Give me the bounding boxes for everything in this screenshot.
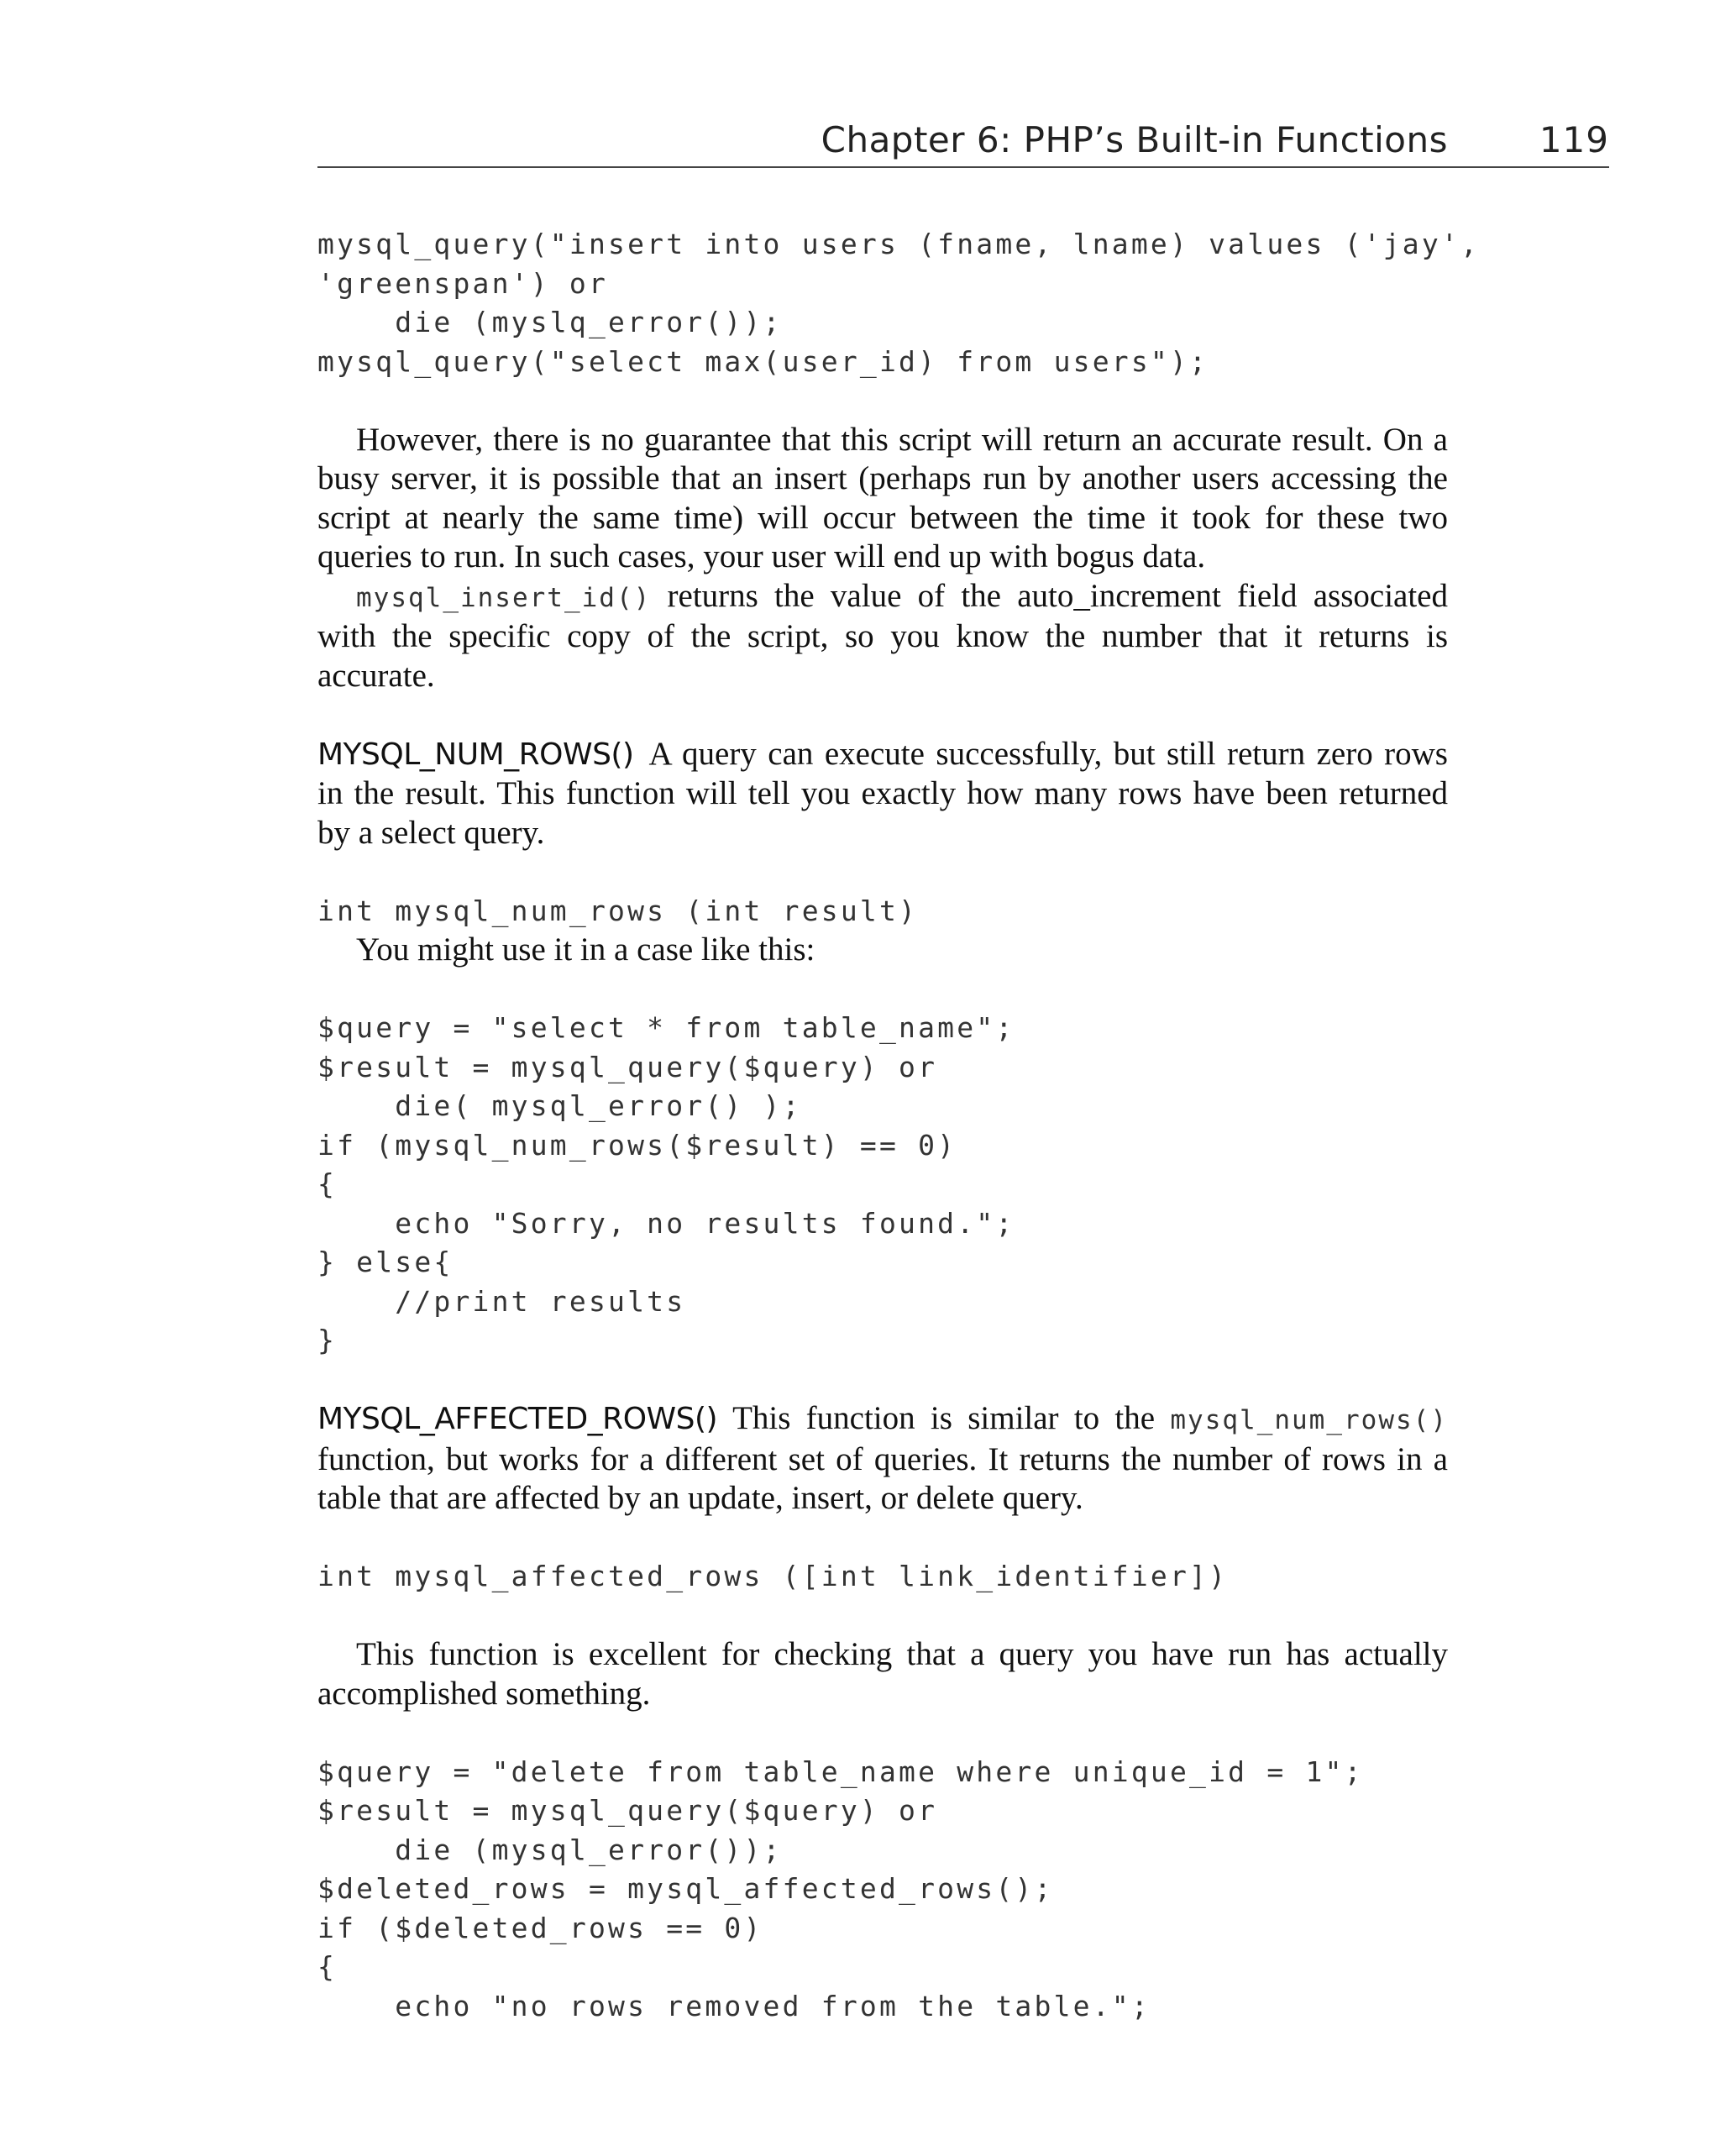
running-header (317, 119, 1609, 168)
inline-code-num-rows: mysql_num_rows() (1170, 1405, 1448, 1435)
affected-rows-text-before: This function is similar to the (732, 1400, 1171, 1436)
code-block-insert-query: mysql_query("insert into users (fname, lname) values ('jay', 'greenspan') or die (myslq_error()); mysql_query("select max(user_id) from users"); (317, 228, 1481, 378)
affected-rows-text-after: function, but works for a different set of queries. It returns the number of rows in a table that are affected by an update, insert, or delete query. (317, 1440, 1448, 1516)
chapter-title: Chapter 6: PHP’s Built-in Functions (821, 119, 1448, 160)
affected-rows-description: This function is excellent for checking that a query you have run has actually accomplished something. (317, 1636, 1448, 1712)
page-body (317, 225, 1481, 2026)
section-num-rows (317, 735, 1448, 853)
paragraph-guarantee: However, there is no guarantee that this script will return an accurate result. On a busy server, it is possible that an insert (perhaps run by another users accessing the script at nearly the same time) will occur between the time it took for these two queries to run. In such cases, your user will end up with bogus data. (317, 421, 1448, 574)
code-signature-affected-rows: int mysql_affected_rows ([int link_identifier]) (317, 1560, 1229, 1592)
code-block-affected-rows-example: $query = "delete from table_name where unique_id = 1"; $result = mysql_query($query) or die (mysql_error()); $deleted_rows = mysql_affected_rows(); if ($deleted_rows == 0) { echo "no rows removed from the table."; (317, 1755, 1364, 2022)
paragraph-insert-id (317, 577, 1448, 696)
inline-code-insert-id: mysql_insert_id() (356, 582, 652, 613)
code-signature-num-rows: int mysql_num_rows (int result) (317, 894, 919, 927)
num-rows-usage-intro: You might use it in a case like this: (356, 931, 815, 968)
function-heading-num-rows: MYSQL_NUM_ROWS() (317, 737, 634, 772)
num-rows-description: A query can execute successfully, but still return zero rows in the result. This function will tell you exactly how many rows have been returned by a select query. (317, 735, 1448, 851)
page-number: 119 (1539, 119, 1609, 160)
code-block-num-rows-example: $query = "select * from table_name"; $result = mysql_query($query) or die( mysql_error() ); if (mysql_num_rows($result) == 0) { echo "Sorry, no results found."; } else{ //print results } (317, 1011, 1015, 1356)
function-heading-affected-rows: MYSQL_AFFECTED_ROWS() (317, 1402, 718, 1436)
paragraph-insert-id-text: returns the value of the auto_increment field associated with the specific copy of the script, so you know the number that it returns is accurate. (317, 577, 1448, 694)
section-affected-rows (317, 1399, 1448, 1519)
